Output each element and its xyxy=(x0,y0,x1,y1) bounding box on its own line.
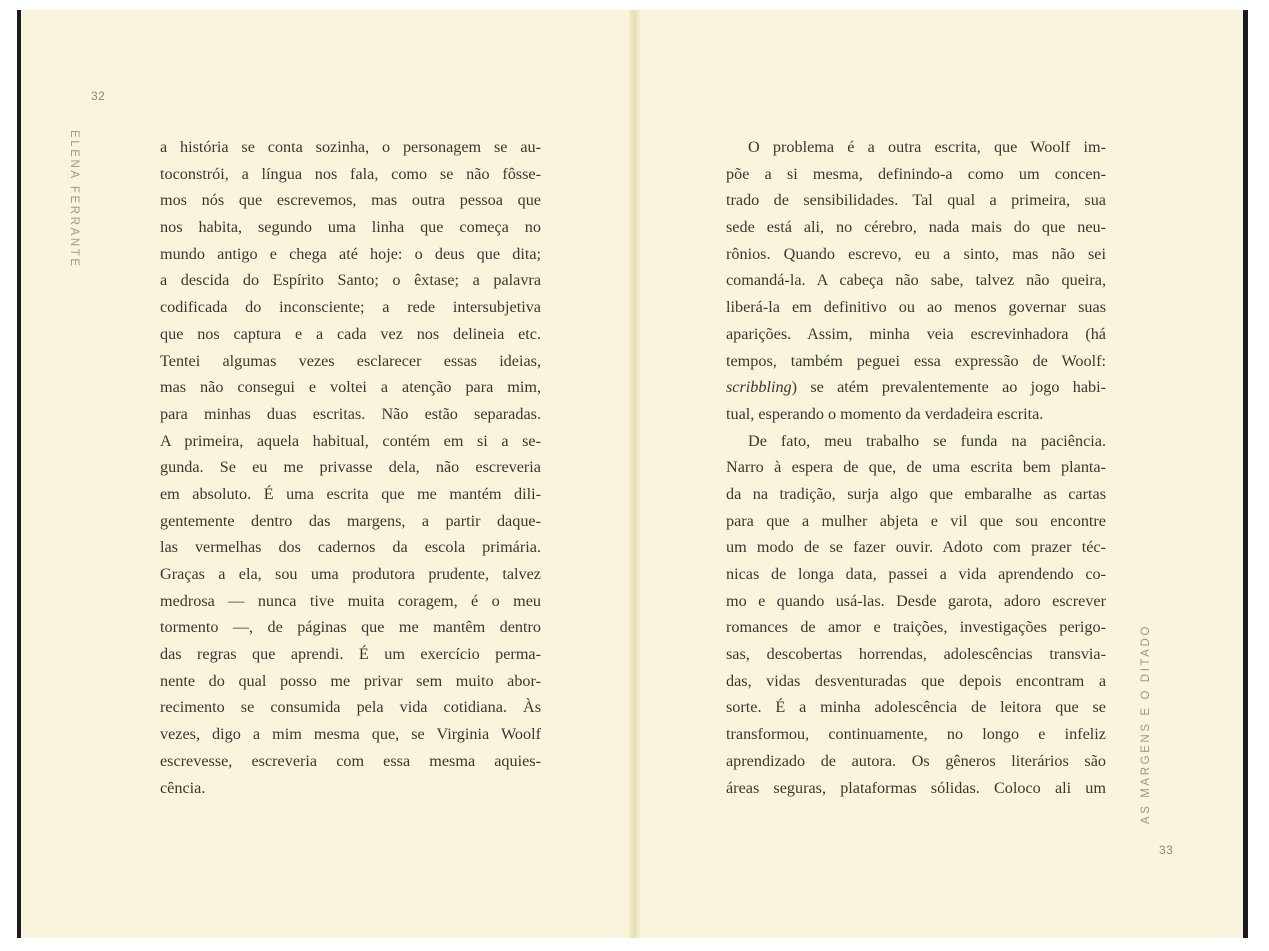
text-line: codificada do inconsciente; a rede intersubjetiva xyxy=(160,298,541,317)
left-page-text xyxy=(160,134,541,801)
text-line: sas, descobertas horrendas, adolescências transvia- xyxy=(726,645,1106,664)
text-line: nos habita, segundo uma linha que começa no xyxy=(160,218,541,237)
text-line: A primeira, aquela habitual, contém em si a se- xyxy=(160,431,541,450)
right-page-text xyxy=(726,134,1106,801)
italic-term: scribbling xyxy=(726,378,792,397)
text-line: para que a mulher abjeta e vil que sou encontre xyxy=(726,511,1106,530)
text-line: trado de sensibilidades. Tal qual a primeira, sua xyxy=(726,191,1106,210)
text-line: vezes, digo a mim mesma que, se Virginia Woolf xyxy=(160,725,541,744)
book-gutter xyxy=(629,10,641,938)
text-line: em absoluto. É uma escrita que me mantém dili- xyxy=(160,484,541,503)
text-line: nicas de longa data, passei a vida aprendendo co- xyxy=(726,565,1106,583)
text-line: toconstrói, a língua nos fala, como se não fôsse- xyxy=(160,164,541,183)
text-line: da na tradição, surja algo que embaralhe as cartas xyxy=(726,484,1106,503)
text-line: Graças a ela, sou uma produtora prudente, talvez xyxy=(160,565,541,583)
text-line: das, vidas desventuradas que depois encontram a xyxy=(726,671,1106,690)
text-line: que nos captura e a cada vez nos delineia etc. xyxy=(160,324,541,343)
text-line: a descida do Espírito Santo; o êxtase; a palavra xyxy=(160,271,541,290)
text-line-last: cência. xyxy=(160,778,206,797)
text-line: sorte. É a minha adolescência de leitora que se xyxy=(726,698,1106,717)
text-line: tempos, também peguei essa expressão de Woolf: xyxy=(726,351,1106,370)
text-line: aparições. Assim, minha veia escrevinhadora (há xyxy=(726,324,1106,343)
text-line: Narro à espera de que, de uma escrita bem planta- xyxy=(726,458,1106,477)
text-line: recimento se consumida pela vida cotidiana. Às xyxy=(160,698,541,717)
text-line-with-italic xyxy=(726,374,1106,401)
text-line: áreas seguras, plataformas sólidas. Coloco ali um xyxy=(726,778,1106,797)
text-line: sede está ali, no cérebro, nada mais do que neu- xyxy=(726,218,1106,237)
left-page-number: 32 xyxy=(91,89,106,103)
text-line: gentemente dentro das margens, a partir daque- xyxy=(160,511,541,530)
text-line: transformou, continuamente, no longo e infeliz xyxy=(726,725,1106,744)
text-line: mundo antigo e chega até hoje: o deus que dita; xyxy=(160,244,541,263)
text-line: comandá-la. A cabeça não sabe, talvez não queira, xyxy=(726,271,1106,290)
text-line: aprendizado de autora. Os gêneros literários são xyxy=(726,751,1106,770)
paragraph-first-line: O problema é a outra escrita, que Woolf im- xyxy=(748,138,1106,156)
text-line: rônios. Quando escrevo, eu a sinto, mas não sei xyxy=(726,244,1106,263)
text-line: das regras que aprendi. É um exercício perma- xyxy=(160,645,541,664)
paragraph-last-line: tual, esperando o momento da verdadeira escrita. xyxy=(726,404,1044,423)
text-line: tormento —, de páginas que me mantêm dentro xyxy=(160,618,541,637)
right-page-number: 33 xyxy=(1159,843,1174,857)
text-line: romances de amor e traições, investigações perigo- xyxy=(726,618,1106,637)
text-line: mas não consegui e voltei a atenção para mim, xyxy=(160,378,541,397)
text-line: põe a si mesma, definindo-a como um concen- xyxy=(726,164,1106,183)
text-line: las vermelhas dos cadernos da escola primária. xyxy=(160,538,541,557)
text-line: liberá-la em definitivo ou ao menos governar suas xyxy=(726,298,1106,317)
left-running-head: ELENA FERRANTE xyxy=(68,130,80,269)
text-line: a história se conta sozinha, o personagem se au- xyxy=(160,138,541,156)
text-line: escrevesse, escreveria com essa mesma aquies- xyxy=(160,751,541,770)
text-line: mos nós que escrevemos, mas outra pessoa que xyxy=(160,191,541,210)
right-running-head: AS MARGENS E O DITADO xyxy=(1140,624,1152,825)
text-line: nente do qual posso me privar sem muito abor- xyxy=(160,671,541,690)
text-line-rest: ) se atém prevalentemente ao jogo habi- xyxy=(791,378,1106,397)
text-line: Tentei algumas vezes esclarecer essas ideias, xyxy=(160,351,541,370)
text-line: mo e quando usá-las. Desde garota, adoro escrever xyxy=(726,591,1106,610)
paragraph-first-line: De fato, meu trabalho se funda na paciência. xyxy=(748,431,1106,450)
text-line: um modo de se fazer ouvir. Adoto com prazer téc- xyxy=(726,538,1106,557)
text-line: medrosa — nunca tive muita coragem, é o meu xyxy=(160,591,541,610)
text-line: para minhas duas escritas. Não estão separadas. xyxy=(160,404,541,423)
text-line: gunda. Se eu me privasse dela, não escreveria xyxy=(160,458,541,477)
